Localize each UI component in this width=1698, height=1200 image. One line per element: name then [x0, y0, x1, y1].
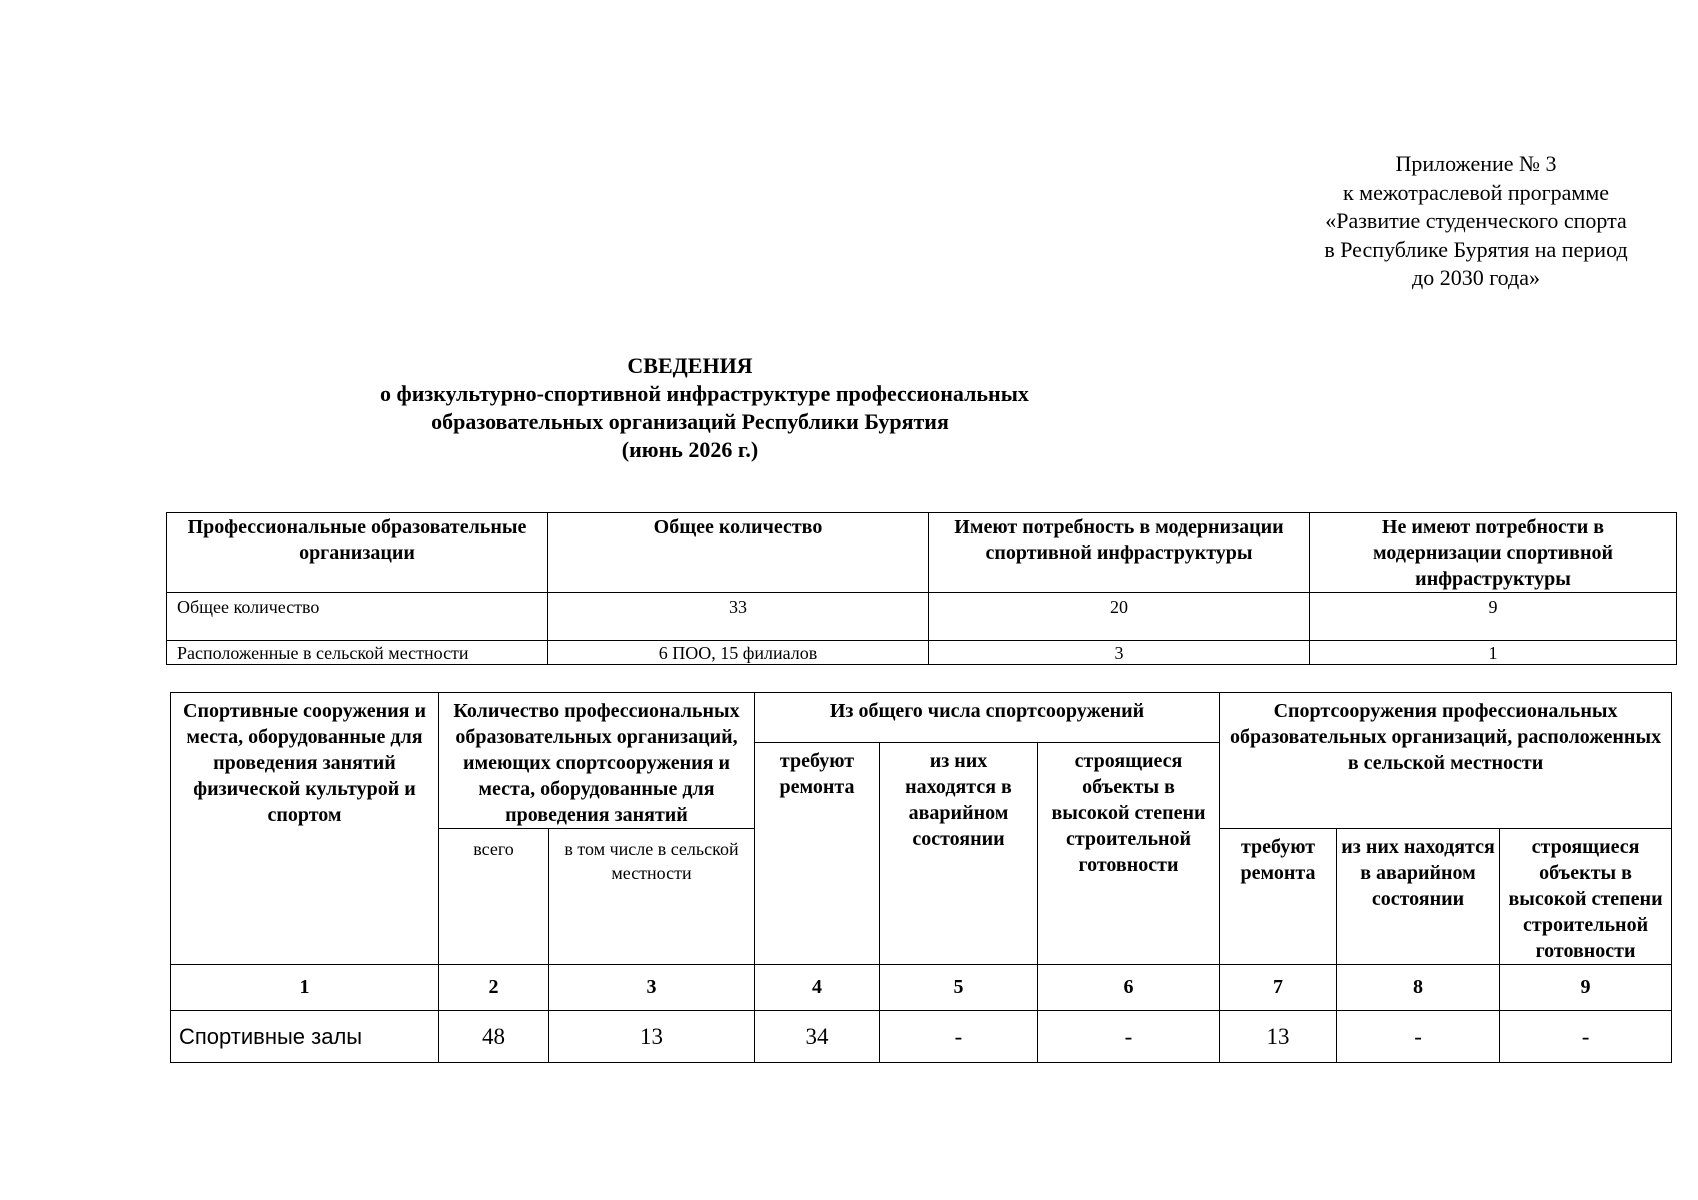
- annex-number: Приложение № 3: [1395, 151, 1557, 176]
- annex-line: к межотраслевой программе: [1342, 179, 1610, 205]
- column-number: 4: [755, 965, 880, 1011]
- table-cell: 6 ПОО, 15 филиалов: [548, 641, 929, 665]
- construction-header: строящиеся объекты в высокой степени строительной готовности: [1038, 743, 1220, 965]
- column-number: 7: [1220, 965, 1337, 1011]
- repair-header: требуют ремонта: [755, 743, 880, 965]
- column-header: Имеют потребность в модернизации спортивной инфраструктуры: [929, 513, 1310, 593]
- table-row: [167, 641, 1677, 665]
- group-header-total: Из общего числа спортсооружений: [755, 693, 1220, 743]
- table-cell: -: [1038, 1011, 1220, 1063]
- group-header-rural: Спортсооружения профессиональных образовательных организаций, расположенных в сельской местности: [1220, 693, 1672, 829]
- annex-note: [1256, 150, 1696, 293]
- column-number: 1: [171, 965, 439, 1011]
- annex-line: до 2030 года»: [1412, 265, 1540, 290]
- rural-construction-header: строящиеся объекты в высокой степени строительной готовности: [1500, 829, 1672, 965]
- document-date: (июнь 2026 г.): [621, 437, 759, 462]
- rural-emergency-header: из них находятся в аварийном состоянии: [1337, 829, 1500, 965]
- table-cell: 48: [439, 1011, 549, 1063]
- table-cell: -: [1337, 1011, 1500, 1063]
- table-cell: 1: [1310, 641, 1677, 665]
- row-label: Спортивные залы: [171, 1011, 439, 1063]
- column-number: 2: [439, 965, 549, 1011]
- document-subtitle: о физкультурно-спортивной инфраструктуре профессиональных: [380, 381, 1029, 406]
- annex-line: «Развитие студенческого спорта: [1325, 208, 1627, 233]
- table-cell: 20: [929, 593, 1310, 641]
- row-label: Расположенные в сельской местности: [167, 641, 548, 665]
- sports-facilities-table: [170, 692, 1672, 1063]
- emergency-header: из них находятся в аварийном состоянии: [880, 743, 1038, 965]
- column-header: Общее количество: [548, 513, 929, 593]
- table-cell: 33: [548, 593, 929, 641]
- total-subheader: всего: [439, 829, 549, 965]
- table-header-row: [167, 513, 1677, 593]
- facilities-column-header: Спортивные сооружения и места, оборудованные для проведения занятий физической культурой и спортом: [171, 693, 439, 965]
- table-cell: -: [880, 1011, 1038, 1063]
- document-heading: [380, 352, 1029, 464]
- column-number: 6: [1038, 965, 1220, 1011]
- rural-subheader: в том числе в сельской местности: [549, 829, 755, 965]
- table-row: [171, 1011, 1672, 1063]
- table-header-row: [171, 693, 1672, 743]
- column-header: Не имеют потребности в модернизации спортивной инфраструктуры: [1310, 513, 1677, 593]
- document-title: СВЕДЕНИЯ: [627, 353, 753, 378]
- document-subtitle: образовательных организаций Республики Бурятия: [431, 409, 949, 434]
- rural-repair-header: требуют ремонта: [1220, 829, 1337, 965]
- annex-line: в Республике Бурятия на период: [1324, 236, 1628, 262]
- table-cell: -: [1500, 1011, 1672, 1063]
- table-row: [167, 593, 1677, 641]
- column-number-row: [171, 965, 1672, 1011]
- table-cell: 13: [1220, 1011, 1337, 1063]
- organizations-table: [166, 512, 1677, 665]
- organizations-count-header: Количество профессиональных образовательных организаций, имеющих спортсооружения и места, оборудованные для проведения занятий: [439, 693, 755, 829]
- column-number: 3: [549, 965, 755, 1011]
- table-cell: 13: [549, 1011, 755, 1063]
- column-header: Профессиональные образовательные организации: [167, 513, 548, 593]
- table-cell: 3: [929, 641, 1310, 665]
- column-number: 5: [880, 965, 1038, 1011]
- column-number: 9: [1500, 965, 1672, 1011]
- column-number: 8: [1337, 965, 1500, 1011]
- table-cell: 9: [1310, 593, 1677, 641]
- row-label: Общее количество: [167, 593, 548, 641]
- table-cell: 34: [755, 1011, 880, 1063]
